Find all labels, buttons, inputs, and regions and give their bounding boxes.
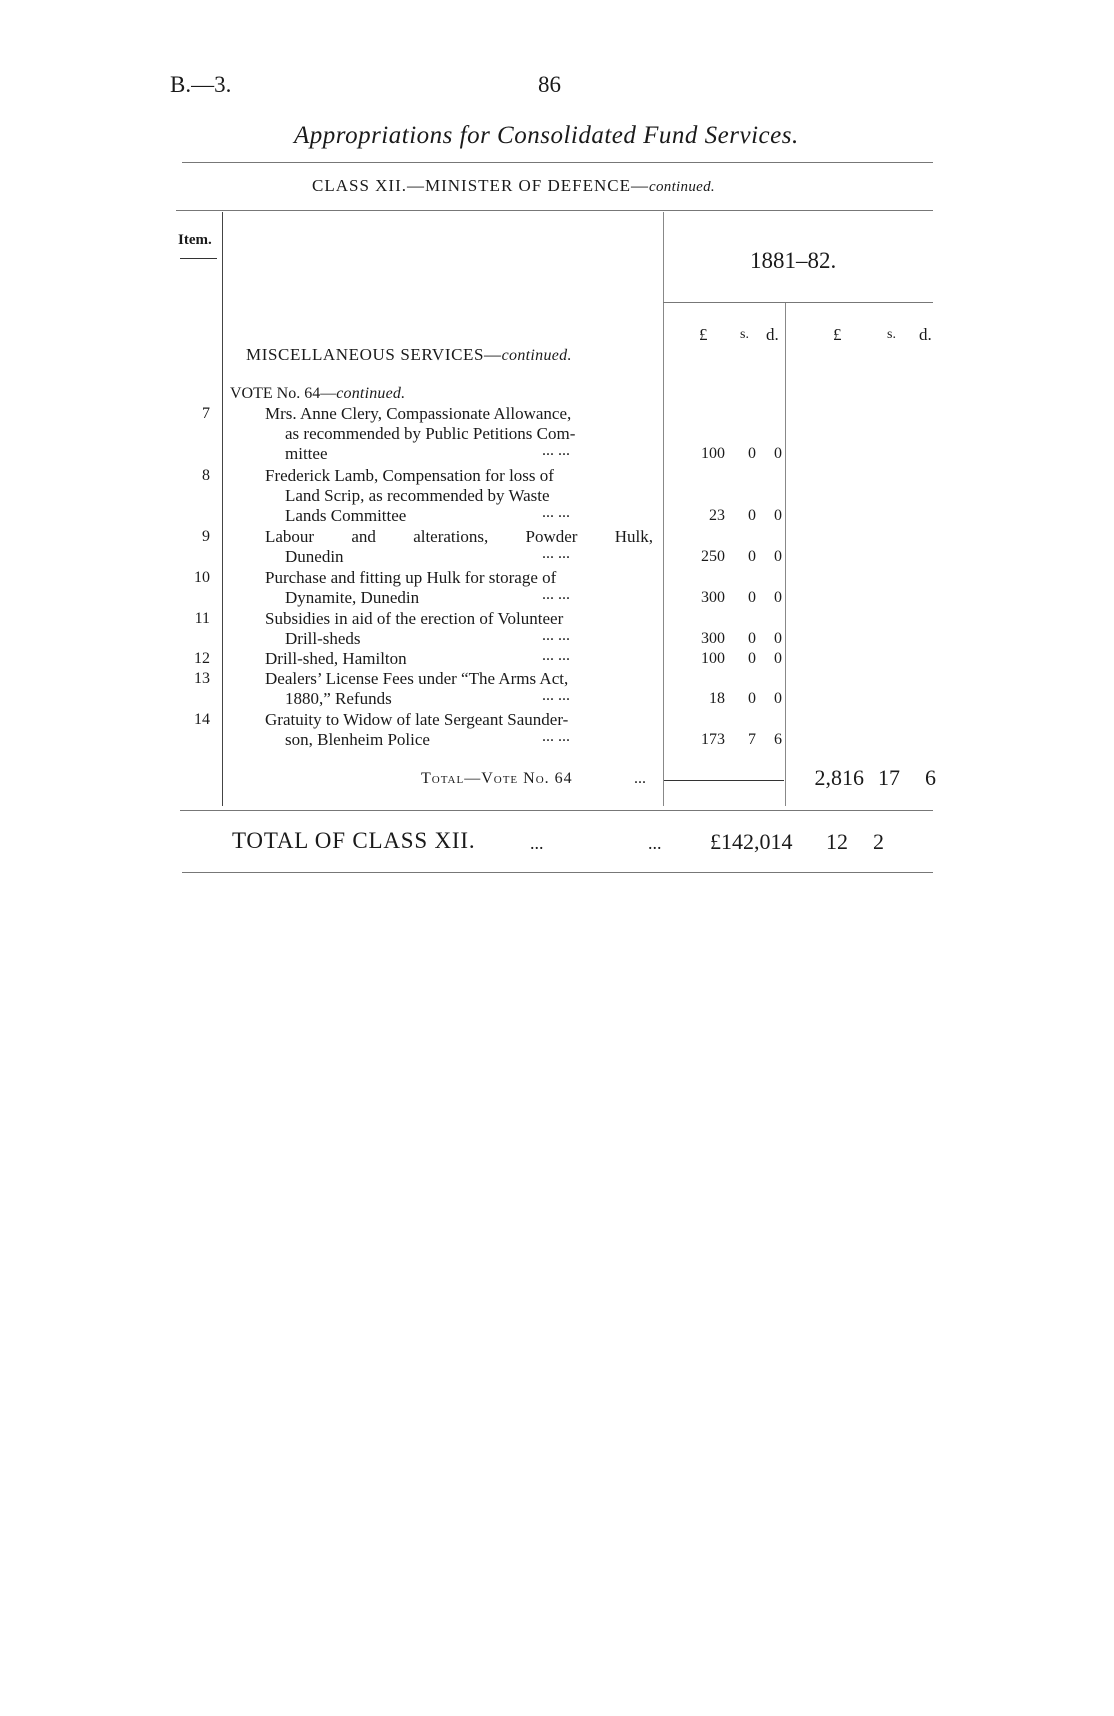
item-description-line: Dunedin bbox=[285, 547, 344, 566]
class-heading-main: CLASS XII.—MINISTER OF DEFENCE— bbox=[312, 176, 650, 195]
document-reference: B.—3. bbox=[170, 72, 232, 97]
subtotal-rule bbox=[664, 780, 784, 781]
vote-heading-main: VOTE No. 64— bbox=[230, 385, 337, 402]
rule-year-under bbox=[663, 302, 933, 303]
page-number: 86 bbox=[538, 72, 561, 97]
shillings-heading: s. bbox=[740, 327, 749, 342]
item-number: 7 bbox=[202, 405, 210, 422]
item-description-line: Lands Committee bbox=[285, 506, 407, 525]
class-total-pence: 2 bbox=[873, 829, 884, 854]
rule-top bbox=[182, 162, 933, 163]
item-shillings: 0 bbox=[748, 445, 756, 462]
item-number: 11 bbox=[194, 610, 210, 627]
pounds-heading-total: £ bbox=[833, 325, 842, 344]
item-heading-underline bbox=[180, 258, 217, 259]
rule-table-top bbox=[176, 210, 933, 211]
item-pence: 0 bbox=[774, 548, 782, 565]
item-shillings: 0 bbox=[748, 650, 756, 667]
page-title: Appropriations for Consolidated Fund Services. bbox=[294, 122, 799, 149]
item-shillings: 0 bbox=[748, 507, 756, 524]
class-total-pounds: £142,014 bbox=[710, 829, 793, 854]
leader-dots: ... ... bbox=[542, 545, 570, 562]
pounds-heading: £ bbox=[699, 325, 708, 344]
item-shillings: 0 bbox=[748, 548, 756, 565]
item-shillings: 0 bbox=[748, 630, 756, 647]
vote-total-pence: 6 bbox=[925, 765, 936, 790]
leader-dots: ... bbox=[648, 833, 662, 853]
item-description-line: Dynamite, Dunedin bbox=[285, 588, 420, 607]
item-pounds: 300 bbox=[701, 589, 725, 606]
pence-heading: d. bbox=[766, 325, 779, 344]
item-number: 14 bbox=[194, 711, 210, 728]
item-pence: 0 bbox=[774, 690, 782, 707]
item-pounds: 100 bbox=[701, 650, 725, 667]
leader-dots: ... ... bbox=[542, 728, 570, 745]
item-number: 12 bbox=[194, 650, 210, 667]
item-description-line: Labour and alterations, Powder Hulk, bbox=[265, 527, 653, 546]
item-number: 13 bbox=[194, 670, 210, 687]
section-heading-suffix: continued. bbox=[501, 347, 572, 364]
item-number: 9 bbox=[202, 528, 210, 545]
shillings-heading-total: s. bbox=[887, 327, 896, 342]
vote-total-pounds: 2,816 bbox=[814, 765, 864, 790]
rule-page-bottom bbox=[182, 872, 933, 873]
item-pence: 6 bbox=[774, 731, 782, 748]
item-pence: 0 bbox=[774, 589, 782, 606]
year-heading: 1881–82. bbox=[750, 248, 837, 273]
item-description-line: as recommended by Public Petitions Com- bbox=[285, 424, 576, 443]
rule-total-column bbox=[785, 302, 786, 806]
item-description-line: mittee bbox=[285, 444, 328, 463]
class-total-label: TOTAL OF CLASS XII. bbox=[232, 828, 476, 853]
pence-heading-total: d. bbox=[919, 325, 932, 344]
item-shillings: 7 bbox=[748, 731, 756, 748]
rule-item-column bbox=[222, 212, 223, 806]
item-pence: 0 bbox=[774, 650, 782, 667]
item-pounds: 18 bbox=[709, 690, 725, 707]
class-heading bbox=[312, 176, 715, 196]
item-pounds: 23 bbox=[709, 507, 725, 524]
item-pence: 0 bbox=[774, 507, 782, 524]
item-description-line: Drill-sheds bbox=[285, 629, 361, 648]
item-pence: 0 bbox=[774, 630, 782, 647]
leader-dots: ... bbox=[634, 770, 646, 787]
item-description-line: Gratuity to Widow of late Sergeant Saunder- bbox=[265, 710, 569, 729]
item-pounds: 173 bbox=[701, 731, 725, 748]
item-pounds: 100 bbox=[701, 445, 725, 462]
class-total-shillings: 12 bbox=[826, 829, 848, 854]
item-description-line: Land Scrip, as recommended by Waste bbox=[285, 486, 550, 505]
item-shillings: 0 bbox=[748, 690, 756, 707]
item-pounds: 300 bbox=[701, 630, 725, 647]
item-number: 8 bbox=[202, 467, 210, 484]
leader-dots: ... ... bbox=[542, 647, 570, 664]
item-pounds: 250 bbox=[701, 548, 725, 565]
item-description-line: Drill-shed, Hamilton bbox=[265, 649, 407, 668]
item-pence: 0 bbox=[774, 445, 782, 462]
leader-dots: ... ... bbox=[542, 627, 570, 644]
vote-heading bbox=[230, 385, 405, 403]
item-column-heading: Item. bbox=[178, 232, 212, 248]
leader-dots: ... ... bbox=[542, 586, 570, 603]
class-heading-suffix: continued. bbox=[649, 179, 715, 195]
item-shillings: 0 bbox=[748, 589, 756, 606]
item-description-line: son, Blenheim Police bbox=[285, 730, 430, 749]
item-description-line: Subsidies in aid of the erection of Volunteer bbox=[265, 609, 564, 628]
vote-total-label: Total—Vote No. 64 bbox=[421, 770, 573, 787]
section-heading bbox=[246, 345, 572, 365]
leader-dots: ... ... bbox=[542, 504, 570, 521]
leader-dots: ... bbox=[530, 833, 544, 853]
item-description-line: Mrs. Anne Clery, Compassionate Allowance, bbox=[265, 404, 572, 423]
item-description-line: Dealers’ License Fees under “The Arms Act, bbox=[265, 669, 569, 688]
leader-dots: ... ... bbox=[542, 687, 570, 704]
vote-heading-suffix: continued. bbox=[336, 385, 406, 402]
item-description-line: Purchase and fitting up Hulk for storage of bbox=[265, 568, 557, 587]
item-number: 10 bbox=[194, 569, 210, 586]
item-description-line: Frederick Lamb, Compensation for loss of bbox=[265, 466, 554, 485]
vote-total-shillings: 17 bbox=[878, 765, 900, 790]
leader-dots: ... ... bbox=[542, 442, 570, 459]
section-heading-main: MISCELLANEOUS SERVICES— bbox=[246, 345, 502, 364]
rule-table-bottom bbox=[180, 810, 933, 811]
item-description-line: 1880,” Refunds bbox=[285, 689, 392, 708]
